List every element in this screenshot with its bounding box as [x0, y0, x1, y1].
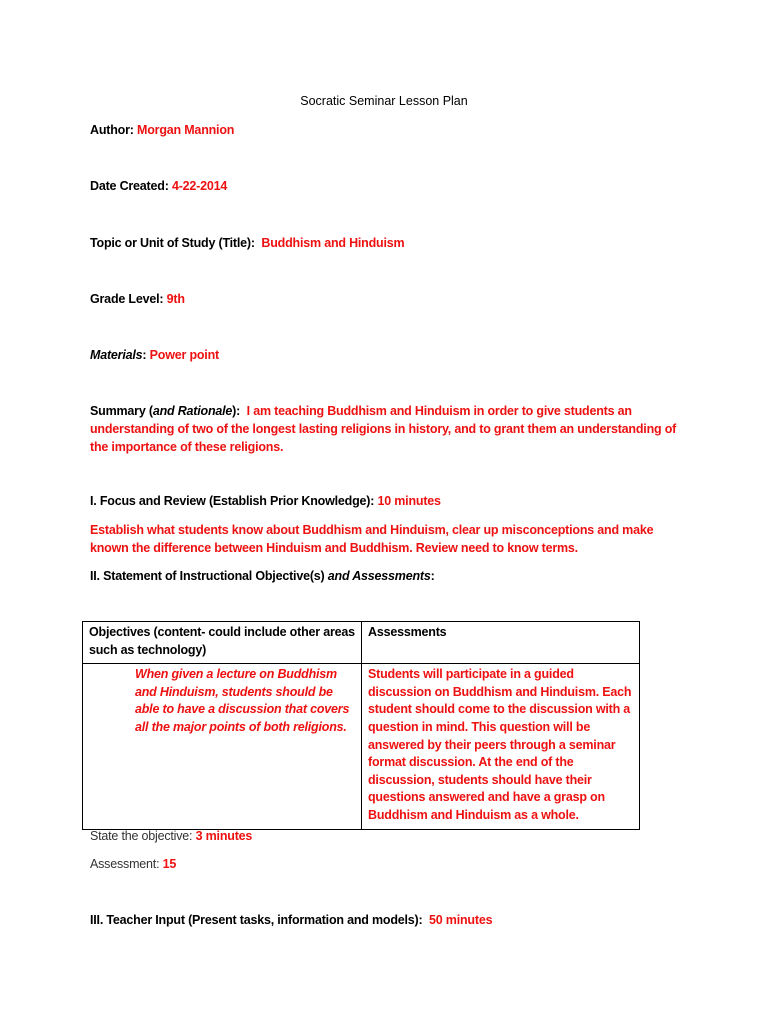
objectives-table	[82, 621, 640, 830]
grade-label: Grade Level:	[90, 292, 164, 306]
focus-label: I. Focus and Review (Establish Prior Knowledge):	[90, 494, 375, 508]
summary-value: I am teaching Buddhism and Hinduism in order to give students an understanding of two of the longest lasting religions in history, and to grant them an understanding of the importance of these religions.	[90, 404, 677, 454]
document-title: Socratic Seminar Lesson Plan	[300, 94, 468, 108]
author-label: Author:	[90, 123, 134, 137]
statement-label-c: :	[430, 569, 435, 583]
summary-label-c: ):	[232, 404, 241, 418]
focus-value: 10 minutes	[377, 494, 441, 508]
statement-label-b: and Assessments	[327, 569, 431, 583]
topic-value: Buddhism and Hinduism	[261, 236, 405, 250]
statement-label-a: II. Statement of Instructional Objective(s)	[90, 569, 325, 583]
assessment-line	[90, 857, 176, 871]
state-objective-label: State the objective:	[90, 829, 193, 843]
summary-paragraph	[90, 402, 690, 456]
materials-line	[90, 348, 219, 362]
author-line	[90, 123, 234, 137]
assessment-cell	[362, 664, 640, 829]
date-line	[90, 179, 227, 193]
assessments-header: Assessments	[362, 622, 640, 664]
assessment-value: 15	[162, 857, 177, 871]
grade-value: 9th	[166, 292, 185, 306]
state-objective-line	[90, 829, 252, 843]
materials-value: Power point	[149, 348, 219, 362]
focus-text: Establish what students know about Buddhism and Hinduism, clear up misconceptions and make known the difference between Hinduism and Buddhism. Review need to know terms.	[90, 523, 654, 555]
statement-line	[90, 569, 435, 583]
table-header-row	[83, 622, 640, 664]
summary-label-a: Summary (	[90, 404, 153, 418]
date-value: 4-22-2014	[171, 179, 228, 193]
summary-label-b: and Rationale	[152, 404, 233, 418]
author-value: Morgan Mannion	[137, 123, 235, 137]
table-row	[83, 664, 640, 829]
teacher-input-value: 50 minutes	[429, 913, 493, 927]
date-label: Date Created:	[90, 179, 169, 193]
grade-line	[90, 292, 185, 306]
topic-line	[90, 236, 404, 250]
materials-colon: :	[142, 348, 147, 362]
objective-text: When given a lecture on Buddhism and Hinduism, students should be able to have a discussion that covers all the major points of both religions.	[135, 667, 350, 734]
topic-label: Topic or Unit of Study (Title):	[90, 236, 255, 250]
teacher-input-line	[90, 913, 492, 927]
objectives-header: Objectives (content- could include other areas such as technology)	[83, 622, 362, 664]
teacher-input-label: III. Teacher Input (Present tasks, information and models):	[90, 913, 423, 927]
objective-cell	[83, 664, 362, 829]
materials-label: Materials	[90, 348, 143, 362]
assessment-text: Students will participate in a guided discussion on Buddhism and Hinduism. Each student should come to the discussion with a question in mind. This question will be answered by their peers through a seminar format discussion. At the end of the discussion, students should have their questions answered and have a grasp on Buddhism and Hinduism as a whole.	[368, 667, 632, 822]
focus-line	[90, 494, 441, 508]
assessment-label: Assessment:	[90, 857, 160, 871]
state-objective-value: 3 minutes	[195, 829, 253, 843]
